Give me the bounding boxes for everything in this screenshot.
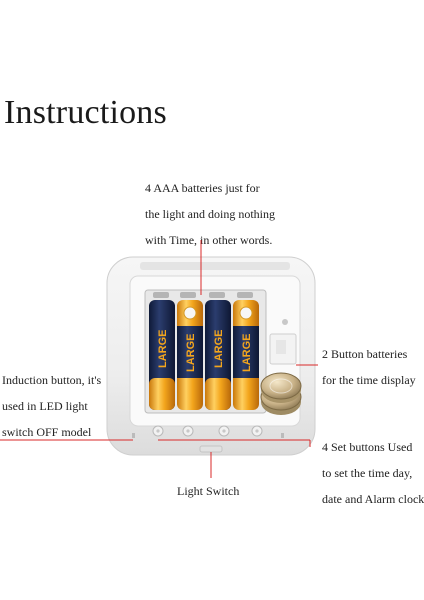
compartment-screw xyxy=(282,319,288,325)
device-top-edge xyxy=(140,262,290,270)
battery-1-brand: LARGE xyxy=(157,329,169,368)
battery-3-brand: LARGE xyxy=(213,329,225,368)
aaa-batteries-line-3: with Time, in other words. xyxy=(145,233,273,247)
aaa-battery-1 xyxy=(149,300,175,410)
aaa-battery-3 xyxy=(205,300,231,410)
set-buttons-line-1: 4 Set buttons Used xyxy=(322,440,413,454)
aaa-battery-2 xyxy=(177,300,203,410)
induction-button-line-1: Induction button, it's xyxy=(2,373,102,387)
button-batteries-line-2: for the time display xyxy=(322,373,416,387)
aaa-batteries-line-1: 4 AAA batteries just for xyxy=(145,181,260,195)
page-title: Instructions xyxy=(4,94,167,131)
induction-button-line-2: used in LED light xyxy=(2,399,88,413)
right-indicator xyxy=(281,433,284,438)
battery-2-brand: LARGE xyxy=(185,333,197,372)
set-buttons-line-3: date and Alarm clock xyxy=(322,492,424,506)
set-buttons-line-2: to set the time day, xyxy=(322,466,413,480)
aaa-batteries-line-2: the light and doing nothing xyxy=(145,207,275,221)
button-batteries-line-1: 2 Button batteries xyxy=(322,347,408,361)
button-batteries xyxy=(261,373,301,415)
aaa-battery-4 xyxy=(233,300,259,410)
induction-button xyxy=(132,433,135,438)
light-switch-line-1: Light Switch xyxy=(177,484,240,498)
light-switch xyxy=(200,446,222,452)
battery-4-brand: LARGE xyxy=(241,333,253,372)
induction-button-line-3: switch OFF model xyxy=(2,425,92,439)
